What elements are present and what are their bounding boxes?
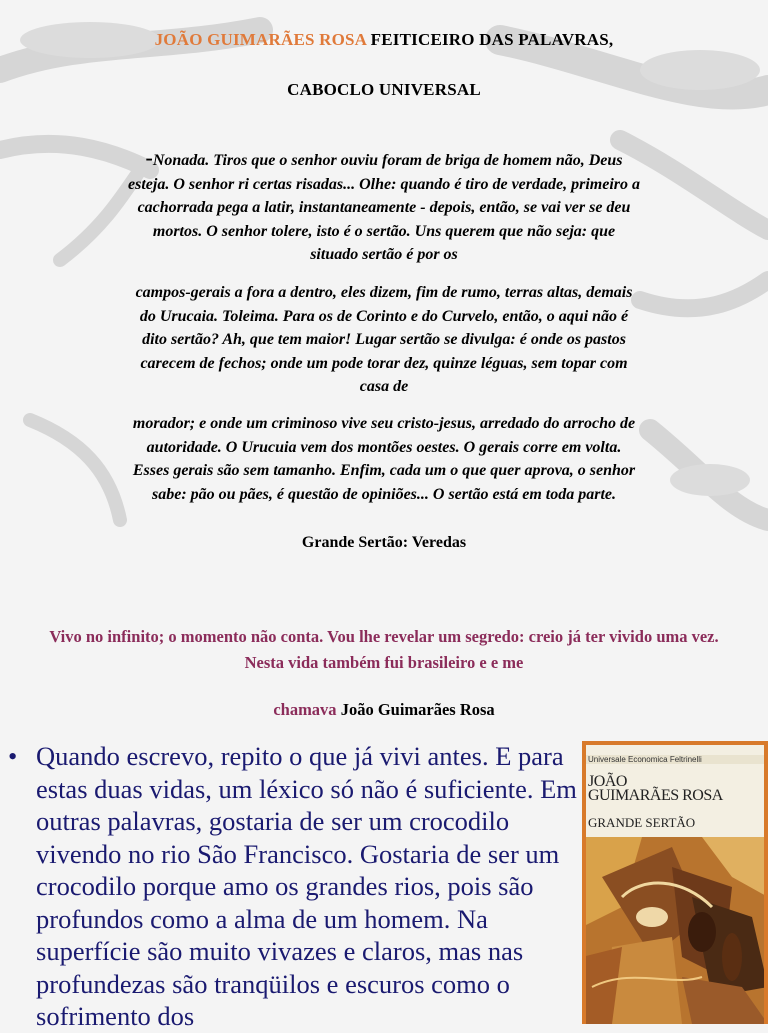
cover-frame — [582, 741, 768, 1024]
bullet-text: Quando escrevo, repito o que já vivi antes. E para estas duas vidas, um léxico só não é suficiente. Em outras palavras, gostaria de ser um crocodilo vivendo no rio São Francisco. Gostaria de ser um crocodilo porque amo os grandes rios, pois são profundos como a alma de um homem. Na superfície são muito vivazes e claros, mas nas profundezas são tranqüilos e escuros como o sofrimento dos — [36, 741, 577, 1031]
cover-title: GRANDE SERTÃO — [588, 815, 696, 830]
cover-author-line1: JOÃO — [588, 773, 627, 790]
quote-paragraph-1-text: Nonada. Tiros que o senhor ouviu foram de briga de homem não, Deus esteja. O senhor ri certas risadas... Olhe: quando é tiro de verdade, primeiro a cachorrada pega a latir, instantaneamente - depois, então, se vai ver se deu mortos. O senhor tolere, isto é o sertão. Uns querem que não seja: que situado sertão é por os — [128, 152, 640, 263]
quote-source: Grande Sertão: Veredas — [301, 534, 467, 551]
title-part1: FEITICEIRO DAS PALAVRAS, — [370, 30, 614, 49]
author-name: JOÃO GUIMARÃES ROSA — [154, 30, 367, 49]
page-title — [0, 30, 768, 50]
signature-name: João Guimarães Rosa — [340, 700, 495, 719]
second-quote-signature — [0, 700, 768, 720]
book-cover-image — [582, 741, 768, 1024]
signature-prefix: chamava — [273, 700, 337, 719]
quote-paragraph-1 — [128, 146, 640, 267]
quote-paragraph-2: campos-gerais a fora a dentro, eles dizem, fim de rumo, terras altas, demais do Urucaia. Toleima. Para os de Corinto e do Curvelo, então, o aqui não é dito sertão? Ah, que tem maior! Lugar sertão se divulga: é onde os pastos carecem de fechos; onde um pode torar dez, quinze léguas, sem topar com casa de — [135, 284, 633, 395]
quote-paragraph-3: morador; e onde um criminoso vive seu cristo-jesus, arredado do arrocho de autoridade. O Urucuia vem dos montões oestes. O gerais corre em volta. Esses gerais são sem tamanho. Enfim, cada um o que quer aprova, o senhor sabe: pão ou pães, é questão de opiniões... O sertão está em toda parte. — [132, 415, 636, 503]
second-quote: Vivo no infinito; o momento não conta. Vou lhe revelar um segredo: creio já ter vivido uma vez. Nesta vida também fui brasileiro e e me — [49, 627, 719, 672]
quote-dash: - — [145, 145, 153, 170]
page-subtitle: CABOCLO UNIVERSAL — [287, 80, 481, 99]
cover-publisher: Universale Economica Feltrinelli — [588, 755, 702, 764]
cover-author-line2: GUIMARÃES ROSA — [588, 787, 723, 804]
bullet-icon: • — [8, 741, 18, 771]
